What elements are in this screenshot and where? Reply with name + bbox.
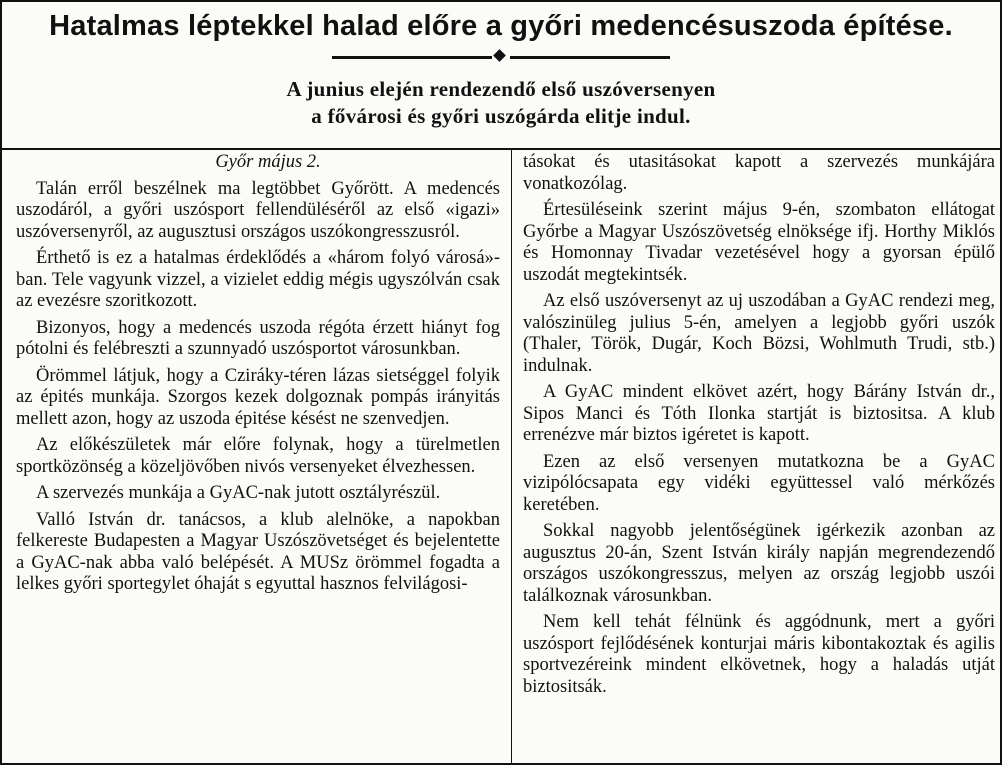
left-paragraph-5: Az előkészületek már előre folynak, hogy a türelmetlen sportközönség a közeljövőben nivós versenyeket élvezhessen. (16, 435, 500, 477)
left-column (16, 152, 500, 601)
article-headline: Hatalmas léptekkel halad előre a győri medencésuszoda építése. (49, 10, 953, 42)
left-paragraph-7: Valló István dr. tanácsos, a klub alelnöke, a napokban felkereste Budapesten a Magyar Uszószövetséget és bejelentette a GyAC-nak abba való belépését. A MUSz örömmel fogadta a lelkes győri sportegylet óhaját s egyuttal hasznos felvilágosi- (16, 509, 500, 594)
ornament-rule-right (510, 56, 670, 59)
left-paragraph-6: A szervezés munkája a GyAC-nak jutott osztályrészül. (36, 483, 441, 503)
right-paragraph-4: A GyAC mindent elkövet azért, hogy Bárány István dr., Sipos Manci és Tóth Ilonka startját is biztositsa. A klub errenézve már biztos igéretet is kapott. (523, 382, 995, 445)
right-paragraph-7: Nem kell tehát félnünk és aggódnunk, mert a győri uszósport fejlődésének konturjai máris kibontakoztak és agilis sportvezéreink mindent elkövetnek, hogy a haladás utját biztositsák. (523, 612, 995, 697)
right-paragraph-2: Értesüléseink szerint május 9-én, szombaton ellátogat Győrbe a Magyar Uszószövetség elnöksége ifj. Horthy Miklós és Homonnay Tivadar vezetésével hogy a gyorsan épülő uszodát megtekintsék. (523, 200, 995, 285)
right-paragraph-3: Az első uszóversenyt az uj uszodában a GyAC rendezi meg, valószinüleg julius 5-én, amelyen a legjobb győri uszók (Thaler, Török, Dugár, Koch Bözsi, Wohlmuth Trudi, stb.) indulnak. (523, 291, 995, 376)
headline-ornament (332, 51, 670, 63)
right-paragraph-1: tásokat és utasitásokat kapott a szervezés munkájára vonatkozólag. (523, 152, 995, 194)
article-subheadline (2, 76, 1000, 130)
left-paragraph-3: Bizonyos, hogy a medencés uszoda régóta érzett hiányt fog pótolni és felébreszti a szunnyadó uszósportot városunkban. (16, 317, 500, 359)
left-paragraph-4: Örömmel látjuk, hogy a Cziráky-téren lázas sietséggel folyik az épités munkája. Szorgos kezek dolgoznak pompás irányitás mellett azon, hogy az uszoda épitése késést ne szenvedjen. (16, 365, 500, 429)
right-paragraph-6: Sokkal nagyobb jelentőségünek igérkezik azonban az augusztus 20-án, Szent István király napján megrendezendő országos uszókongresszus, melyen az ország legjobb uszói találkoznak városunkban. (523, 521, 995, 606)
dateline: Győr május 2. (215, 152, 321, 172)
subheadline-line-2: a fővárosi és győri uszógárda elitje indul. (311, 104, 691, 128)
subheadline-line-1: A junius elején rendezendő első uszóversenyen (286, 77, 716, 101)
ornament-rule-left (332, 56, 492, 59)
left-paragraph-2: Érthető is ez a hatalmas érdeklődés a «három folyó városá»-ban. Tele vagyunk vizzel, a vizielet eddig mégis ugyszólván csak az evezésre szoritkozott. (16, 248, 500, 311)
column-divider (511, 150, 512, 763)
right-paragraph-5: Ezen az első versenyen mutatkozna be a GyAC vizipólócsapata egy vidéki együttessel való mérkőzés keretében. (523, 451, 995, 515)
header-divider (2, 148, 1000, 150)
right-column (523, 152, 995, 703)
left-paragraph-1: Talán erről beszélnek ma legtöbbet Győrött. A medencés uszodáról, a győri uszósport fellendüléséről az első «igazi» uszóversenyről, az augusztusi országos uszókongresszusról. (16, 178, 500, 242)
diamond-ornament-icon (493, 49, 506, 62)
